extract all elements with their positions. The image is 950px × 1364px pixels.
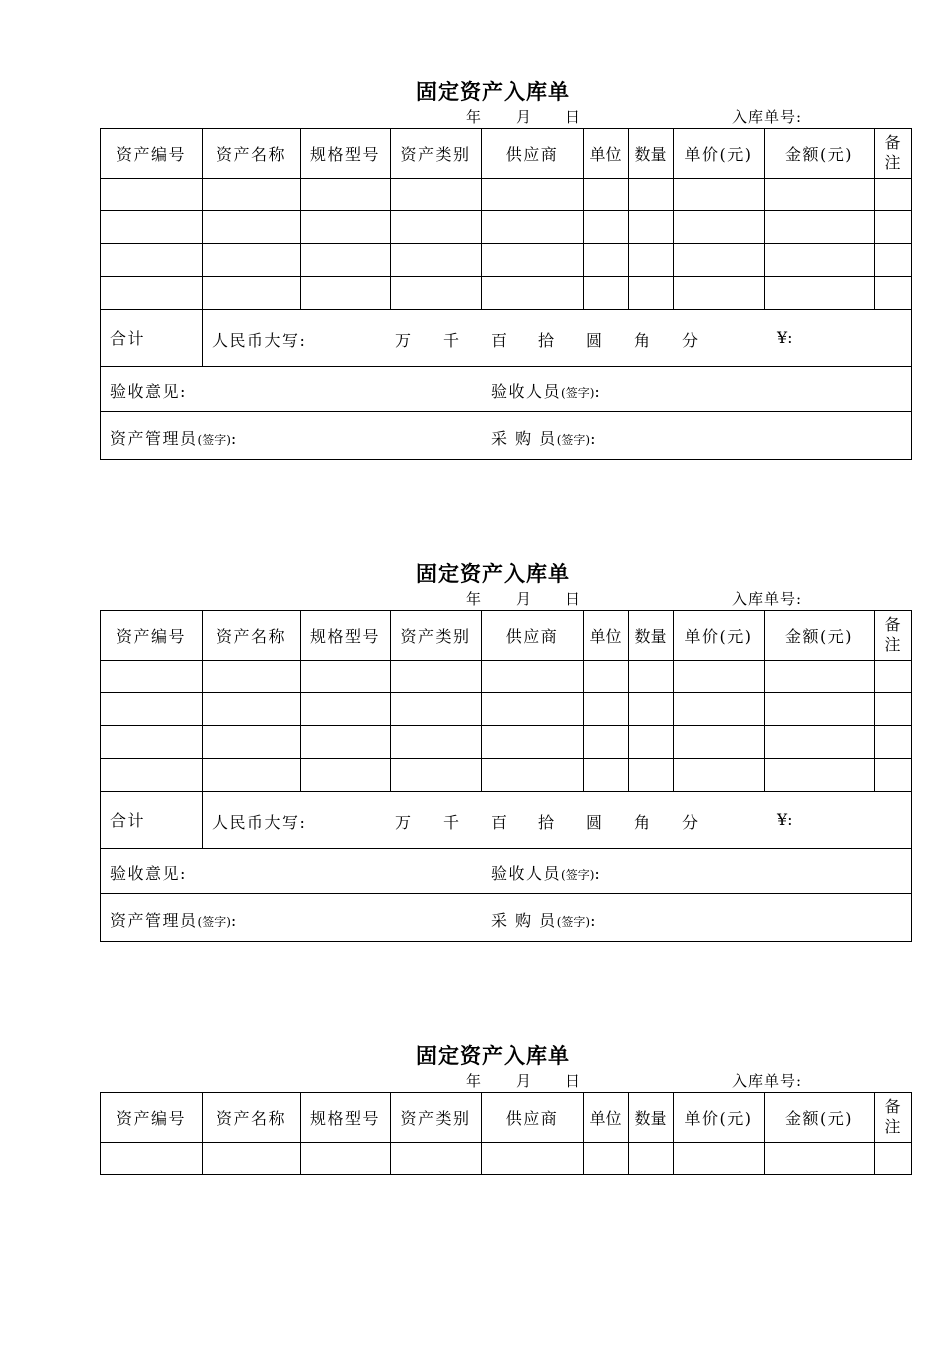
table-border-right xyxy=(911,128,912,460)
header-asset-name: 资产名称 xyxy=(215,1108,286,1128)
unit-bai: 百 xyxy=(491,813,508,832)
asset-manager-signature-label: 资产管理员(签字): xyxy=(110,911,237,930)
unit-wan: 万 xyxy=(395,331,412,350)
header-supplier: 供应商 xyxy=(505,1108,559,1128)
rmb-uppercase-label: 人民币大写: xyxy=(212,813,307,832)
row-line xyxy=(100,243,912,244)
header-unit: 单位 xyxy=(589,626,622,646)
header-remark xyxy=(874,1092,911,1142)
unit-yuan: 圆 xyxy=(586,331,603,350)
date-day: 日 xyxy=(565,1072,581,1090)
date-month: 月 xyxy=(516,108,532,126)
receipt-number-label: 入库单号: xyxy=(732,590,803,608)
row-line xyxy=(100,692,912,693)
header-asset-code: 资产编号 xyxy=(115,1108,186,1128)
header-supplier: 供应商 xyxy=(505,144,559,164)
header-spec-model: 规格型号 xyxy=(309,1108,380,1128)
intake-form-1 xyxy=(0,0,950,448)
remark-char: 注 xyxy=(884,635,901,654)
unit-wan: 万 xyxy=(395,813,412,832)
remark-char: 备 xyxy=(884,615,901,634)
header-quantity: 数量 xyxy=(634,144,667,164)
header-asset-name: 资产名称 xyxy=(215,626,286,646)
header-unit: 单位 xyxy=(589,1108,622,1128)
row-line xyxy=(100,210,912,211)
table-border-right xyxy=(911,610,912,942)
row-line xyxy=(100,791,912,792)
receipt-number-label: 入库单号: xyxy=(732,1072,803,1090)
inspector-signature-label: 验收人员(签字): xyxy=(491,382,600,401)
intake-table xyxy=(100,128,912,460)
row-line xyxy=(100,758,912,759)
row-line xyxy=(100,848,912,849)
date-year: 年 xyxy=(466,1072,482,1090)
row-line xyxy=(100,309,912,310)
acceptance-opinion-label: 验收意见: xyxy=(110,864,187,883)
header-asset-category: 资产类别 xyxy=(400,626,471,646)
header-asset-category: 资产类别 xyxy=(400,1108,471,1128)
table-border-right xyxy=(911,1092,912,1175)
row-line xyxy=(100,366,912,367)
remark-char: 备 xyxy=(884,1097,901,1116)
receipt-number-label: 入库单号: xyxy=(732,108,803,126)
intake-form-3 xyxy=(0,964,950,1364)
date-day: 日 xyxy=(565,590,581,608)
date-year: 年 xyxy=(466,590,482,608)
rmb-uppercase-label: 人民币大写: xyxy=(212,331,307,350)
date-month: 月 xyxy=(516,590,532,608)
unit-yuan: 圆 xyxy=(586,813,603,832)
unit-jiao: 角 xyxy=(634,331,651,350)
buyer-signature-label: 采 购 员(签字): xyxy=(491,429,596,448)
date-month: 月 xyxy=(516,1072,532,1090)
form-title: 固定资产入库单 xyxy=(416,1043,570,1068)
header-remark xyxy=(874,128,911,178)
row-line xyxy=(100,276,912,277)
unit-fen: 分 xyxy=(682,331,699,350)
unit-fen: 分 xyxy=(682,813,699,832)
header-amount: 金额(元) xyxy=(785,626,853,646)
row-line xyxy=(100,411,912,412)
header-asset-code: 资产编号 xyxy=(115,626,186,646)
row-line xyxy=(100,178,912,179)
unit-qian: 千 xyxy=(443,813,460,832)
yen-label: ¥: xyxy=(777,328,793,347)
date-day: 日 xyxy=(565,108,581,126)
buyer-signature-label: 采 购 员(签字): xyxy=(491,911,596,930)
acceptance-opinion-label: 验收意见: xyxy=(110,382,187,401)
header-unit-price: 单价(元) xyxy=(684,144,753,164)
remark-char: 注 xyxy=(884,1117,901,1136)
asset-manager-signature-label: 资产管理员(签字): xyxy=(110,429,237,448)
table-border-bottom xyxy=(100,459,912,460)
form-title: 固定资产入库单 xyxy=(416,561,570,586)
date-year: 年 xyxy=(466,108,482,126)
intake-table xyxy=(100,1092,912,1176)
header-remark xyxy=(874,610,911,660)
header-spec-model: 规格型号 xyxy=(309,626,380,646)
inspector-signature-label: 验收人员(签字): xyxy=(491,864,600,883)
remark-char: 注 xyxy=(884,153,901,172)
yen-label: ¥: xyxy=(777,810,793,829)
header-quantity: 数量 xyxy=(634,1108,667,1128)
unit-jiao: 角 xyxy=(634,813,651,832)
header-asset-category: 资产类别 xyxy=(400,144,471,164)
unit-shi: 拾 xyxy=(538,331,555,350)
unit-shi: 拾 xyxy=(538,813,555,832)
header-unit-price: 单价(元) xyxy=(684,1108,753,1128)
header-unit-price: 单价(元) xyxy=(684,626,753,646)
row-line xyxy=(100,893,912,894)
unit-qian: 千 xyxy=(443,331,460,350)
total-label: 合计 xyxy=(110,811,146,830)
row-line xyxy=(100,1142,912,1143)
header-unit: 单位 xyxy=(589,144,622,164)
header-amount: 金额(元) xyxy=(785,144,853,164)
table-border-bottom xyxy=(100,941,912,942)
header-amount: 金额(元) xyxy=(785,1108,853,1128)
table-border-bottom xyxy=(100,1174,912,1175)
intake-form-2 xyxy=(0,482,950,930)
remark-char: 备 xyxy=(884,133,901,152)
intake-table xyxy=(100,610,912,942)
row-line xyxy=(100,660,912,661)
header-asset-code: 资产编号 xyxy=(115,144,186,164)
header-asset-name: 资产名称 xyxy=(215,144,286,164)
header-quantity: 数量 xyxy=(634,626,667,646)
unit-bai: 百 xyxy=(491,331,508,350)
total-label: 合计 xyxy=(110,329,146,348)
header-spec-model: 规格型号 xyxy=(309,144,380,164)
form-title: 固定资产入库单 xyxy=(416,79,570,104)
row-line xyxy=(100,725,912,726)
header-supplier: 供应商 xyxy=(505,626,559,646)
